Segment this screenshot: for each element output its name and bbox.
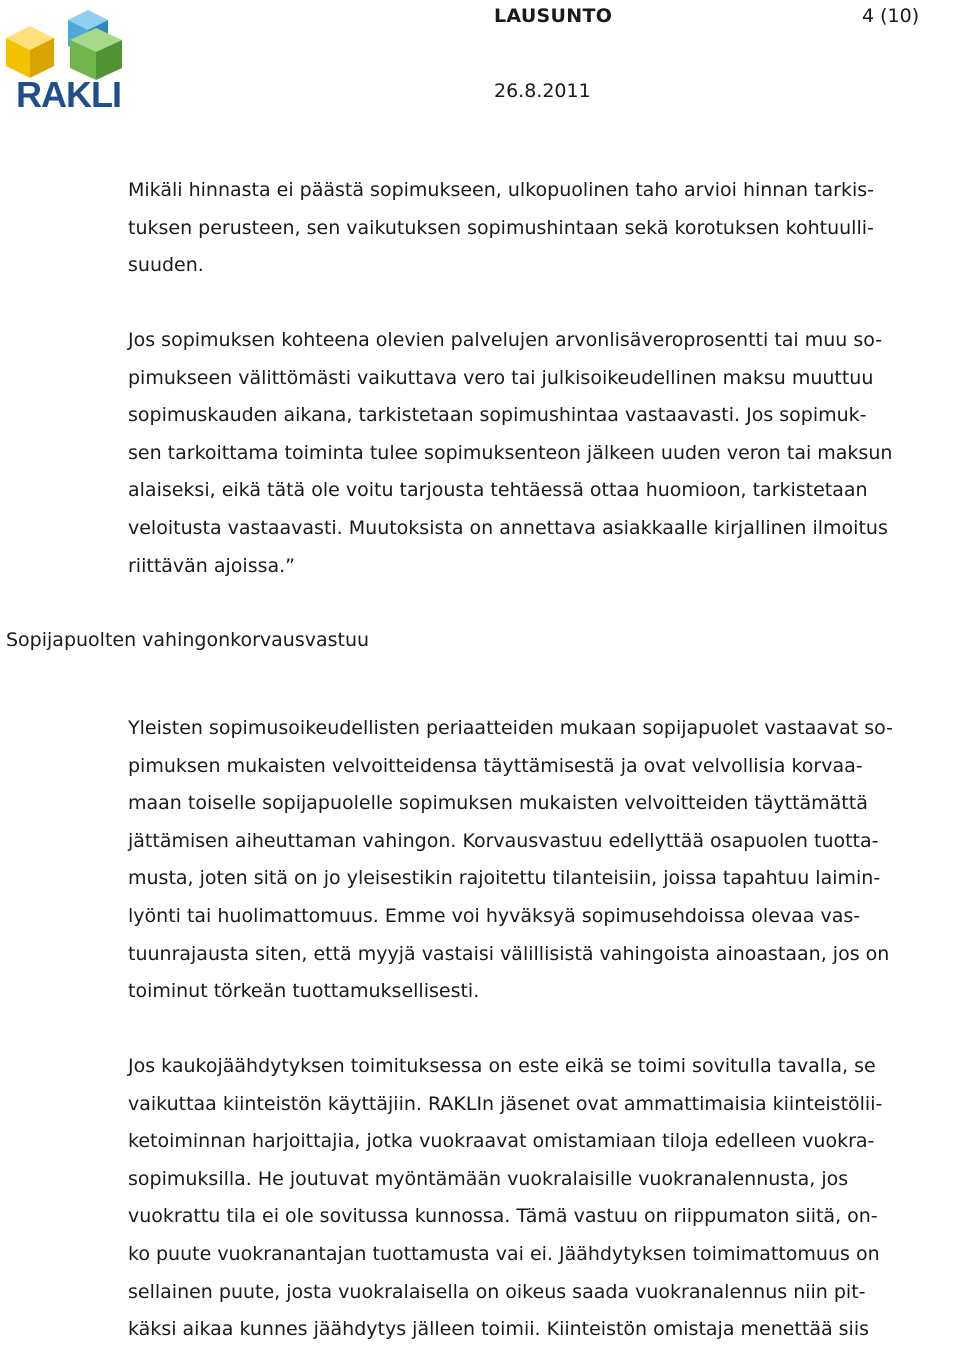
text-line: suuden. [128,254,204,277]
text-line: tuksen perusteen, sen vaikutuksen sopimushintaan sekä korotuksen kohtuulli- [128,216,874,239]
text-line: Jos sopimuksen kohteena olevien palvelujen arvonlisäveroprosentti tai muu so- [128,329,883,351]
text-line: jättämisen aiheuttaman vahingon. Korvausvastuu edellyttää osapuolen tuotta- [128,829,879,852]
text-line: lyönti tai huolimattomuus. Emme voi hyväksyä sopimusehdoissa olevaa vas- [128,904,861,927]
text-line: tuunrajausta siten, että myyjä vastaisi välillisistä vahingoista ainoastaan, jos on [128,942,890,965]
logo-wordmark: RAKLI [16,74,121,110]
text-line: riittävän ajoissa.” [128,554,296,577]
section-heading: Sopijapuolten vahingonkorvausvastuu [6,629,370,651]
text-line: maan toiselle sopijapuolelle sopimuksen mukaisten velvoitteiden täyttämättä [128,792,868,815]
text-line: käksi aikaa kunnes jäähdytys jälleen toimii. Kiinteistön omistaja menettää siis [128,1318,870,1341]
paragraph-district-cooling [128,1048,958,1349]
paragraph-price-review [128,172,958,285]
rakli-logo [4,4,126,110]
text-line: Mikäli hinnasta ei päästä sopimukseen, ulkopuolinen taho arvioi hinnan tarkis- [128,179,875,201]
text-line: ketoiminnan harjoittajia, jotka vuokraavat omistamiaan tiloja edelleen vuokra- [128,1130,875,1153]
paragraph-vat-change [128,322,958,585]
text-line: pimukseen välittömästi vaikuttava vero tai julkisoikeudellinen maksu muuttuu [128,366,874,389]
page-number: 4 (10) [862,5,920,27]
text-line: vaikuttaa kiinteistön käyttäjiin. RAKLIn jäsenet ovat ammattimaisia kiinteistölii- [128,1092,883,1115]
text-line: sopimuskauden aikana, tarkistetaan sopimushintaa vastaavasti. Jos sopimuk- [128,404,867,427]
text-line: pimuksen mukaisten velvoitteidensa täyttämisestä ja ovat velvollisia korvaa- [128,754,863,777]
text-line: sopimuksilla. He joutuvat myöntämään vuokralaisille vuokranalennusta, jos [128,1167,849,1190]
text-line: Jos kaukojäähdytyksen toimituksessa on este eikä se toimi sovitulla tavalla, se [128,1055,876,1077]
text-line: veloitusta vastaavasti. Muutoksista on annettava asiakkaalle kirjallinen ilmoitus [128,516,888,539]
text-line: Yleisten sopimusoikeudellisten periaatteiden mukaan sopijapuolet vastaavat so- [128,717,893,739]
rakli-logo-graphic [4,4,126,110]
text-line: alaiseksi, eikä tätä ole voitu tarjousta tehtäessä ottaa huomioon, tarkistetaan [128,479,868,502]
text-line: vuokrattu tila ei ole sovitussa kunnossa. Tämä vastuu on riippumaton siitä, on- [128,1205,878,1228]
text-line: ko puute vuokranantajan tuottamusta vai ei. Jäähdytyksen toimimattomuus on [128,1242,880,1265]
document-type: LAUSUNTO [494,5,613,27]
text-line: sellainen puute, josta vuokralaisella on oikeus saada vuokranalennus niin pit- [128,1280,866,1303]
text-line: toiminut törkeän tuottamuksellisesti. [128,980,480,1003]
paragraph-liability [128,710,958,1011]
text-line: sen tarkoittama toiminta tulee sopimuksenteon jälkeen uuden veron tai maksun [128,441,893,464]
text-line: musta, joten sitä on jo yleisestikin rajoitettu tilanteisiin, joissa tapahtuu laimin- [128,867,881,890]
document-date: 26.8.2011 [494,80,591,102]
